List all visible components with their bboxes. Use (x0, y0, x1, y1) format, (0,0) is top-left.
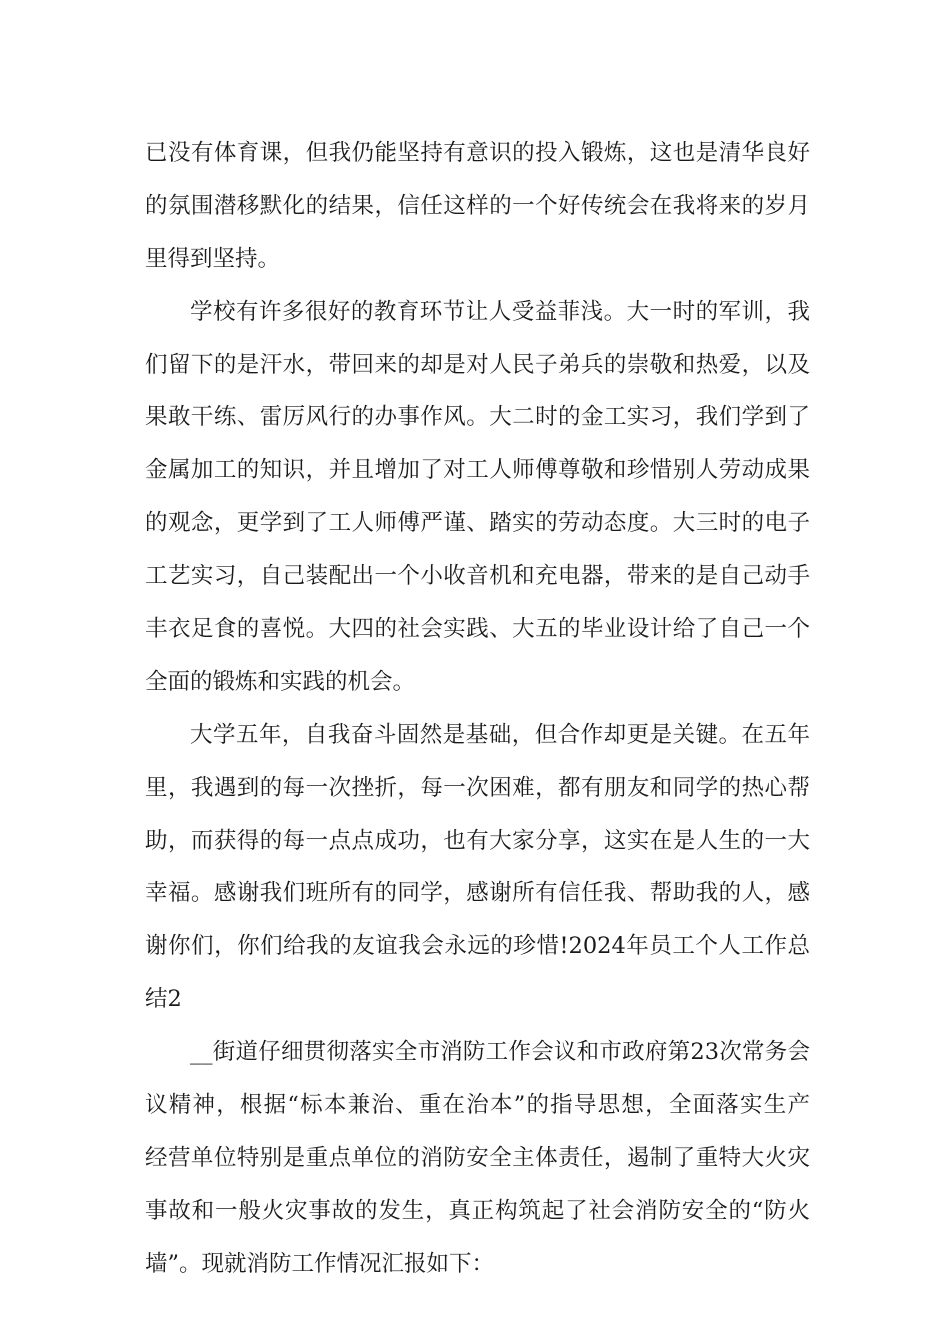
text-line: 丰衣足食的喜悦。大四的社会实践、大五的毕业设计给了自己一个 (145, 616, 810, 643)
text-line: 事故和一般火灾事故的发生，真正构筑起了社会消防安全的“防火 (145, 1197, 810, 1224)
document-body (145, 134, 810, 1298)
text-line: 里得到坚持。 (145, 245, 281, 272)
text-line: 经营单位特别是重点单位的消防安全主体责任，遏制了重特大火灾 (145, 1144, 810, 1171)
text-line: 全面的锻炼和实践的机会。 (145, 668, 416, 695)
text-line: 们留下的是汗水，带回来的却是对人民子弟兵的崇敬和热爱，以及 (145, 351, 810, 378)
text-line: 的观念，更学到了工人师傅严谨、踏实的劳动态度。大三时的电子 (145, 510, 810, 537)
text-line: 大学五年，自我奋斗固然是基础，但合作却更是关键。在五年 (190, 721, 810, 748)
text-line: 工艺实习，自己装配出一个小收音机和充电器，带来的是自己动手 (145, 563, 810, 590)
text-line: 的氛围潜移默化的结果，信任这样的一个好传统会在我将来的岁月 (145, 192, 810, 219)
text-line: 学校有许多很好的教育环节让人受益菲浅。大一时的军训，我 (190, 298, 810, 325)
text-line: 幸福。感谢我们班所有的同学，感谢所有信任我、帮助我的人，感 (145, 880, 810, 907)
text-line: 果敢干练、雷厉风行的办事作风。大二时的金工实习，我们学到了 (145, 404, 810, 431)
text-line: 墙”。现就消防工作情况汇报如下： (145, 1250, 495, 1277)
text-line: 金属加工的知识，并且增加了对工人师傅尊敬和珍惜别人劳动成果 (145, 457, 810, 484)
text-line: 谢你们，你们给我的友谊我会永远的珍惜!2024年员工个人工作总 (145, 933, 810, 960)
text-line: 已没有体育课，但我仍能坚持有意识的投入锻炼，这也是清华良好 (145, 140, 810, 166)
text-line: __街道仔细贯彻落实全市消防工作会议和市政府第23次常务会 (190, 1039, 810, 1066)
text-line: 结2 (145, 986, 182, 1013)
text-line: 助，而获得的每一点点成功，也有大家分享，这实在是人生的一大 (145, 827, 810, 854)
text-line: 里，我遇到的每一次挫折，每一次困难，都有朋友和同学的热心帮 (145, 774, 810, 801)
text-line: 议精神，根据“标本兼治、重在治本”的指导思想，全面落实生产 (145, 1092, 810, 1119)
